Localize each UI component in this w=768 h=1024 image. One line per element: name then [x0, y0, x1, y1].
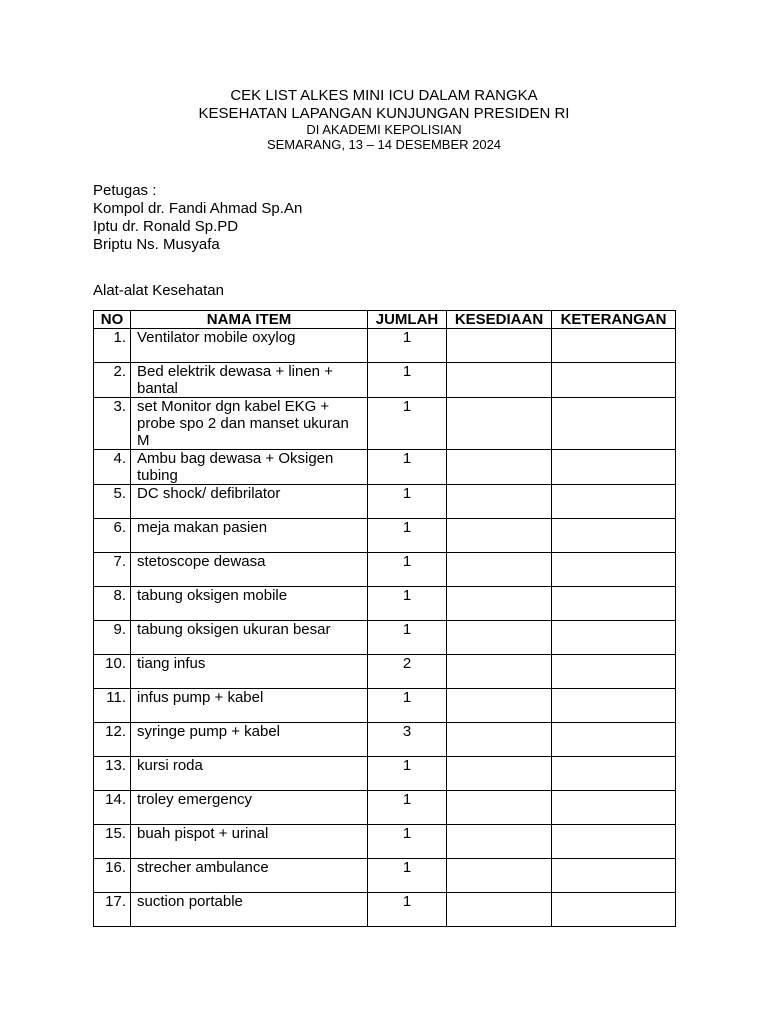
table-row: [94, 329, 676, 363]
row-number: 8.: [94, 587, 131, 621]
table-row: [94, 655, 676, 689]
row-number: 13.: [94, 757, 131, 791]
date-line: SEMARANG, 13 – 14 DESEMBER 2024: [266, 137, 502, 152]
row-notes: [552, 363, 676, 398]
row-quantity: 1: [368, 519, 447, 553]
header-notes: KETERANGAN: [552, 311, 676, 329]
row-item-name: tabung oksigen ukuran besar: [131, 621, 368, 655]
table-row: [94, 859, 676, 893]
row-quantity: 1: [368, 553, 447, 587]
table-row: [94, 450, 676, 485]
row-number: 5.: [94, 485, 131, 519]
row-availability: [447, 485, 552, 519]
row-quantity: 1: [368, 689, 447, 723]
row-availability: [447, 329, 552, 363]
table-row: [94, 485, 676, 519]
row-number: 17.: [94, 893, 131, 927]
row-notes: [552, 329, 676, 363]
row-notes: [552, 791, 676, 825]
row-notes: [552, 757, 676, 791]
row-number: 6.: [94, 519, 131, 553]
row-availability: [447, 398, 552, 450]
row-notes: [552, 485, 676, 519]
row-quantity: 1: [368, 329, 447, 363]
row-item-name: stetoscope dewasa: [131, 553, 368, 587]
row-quantity: 1: [368, 791, 447, 825]
row-item-name: set Monitor dgn kabel EKG + probe spo 2 dan manset ukuran M: [131, 398, 368, 450]
row-quantity: 1: [368, 363, 447, 398]
row-notes: [552, 723, 676, 757]
row-item-name: buah pispot + urinal: [131, 825, 368, 859]
header-item: NAMA ITEM: [131, 311, 368, 329]
staff-block: [93, 182, 302, 254]
equipment-table: [93, 310, 676, 927]
row-notes: [552, 450, 676, 485]
row-item-name: DC shock/ defibrilator: [131, 485, 368, 519]
row-number: 2.: [94, 363, 131, 398]
row-availability: [447, 655, 552, 689]
row-number: 7.: [94, 553, 131, 587]
table-row: [94, 791, 676, 825]
row-availability: [447, 363, 552, 398]
row-notes: [552, 655, 676, 689]
document-title: CEK LIST ALKES MINI ICU DALAM RANGKA: [230, 87, 538, 104]
table-row: [94, 825, 676, 859]
row-item-name: tabung oksigen mobile: [131, 587, 368, 621]
row-availability: [447, 723, 552, 757]
row-number: 14.: [94, 791, 131, 825]
row-availability: [447, 519, 552, 553]
row-item-name: meja makan pasien: [131, 519, 368, 553]
row-notes: [552, 587, 676, 621]
table-row: [94, 587, 676, 621]
row-notes: [552, 893, 676, 927]
row-availability: [447, 757, 552, 791]
row-number: 9.: [94, 621, 131, 655]
row-notes: [552, 553, 676, 587]
row-availability: [447, 553, 552, 587]
table-row: [94, 689, 676, 723]
staff-label: Petugas :: [93, 182, 157, 199]
row-availability: [447, 893, 552, 927]
row-item-name: tiang infus: [131, 655, 368, 689]
row-notes: [552, 519, 676, 553]
row-availability: [447, 791, 552, 825]
staff-member: Iptu dr. Ronald Sp.PD: [93, 218, 239, 235]
row-notes: [552, 398, 676, 450]
row-quantity: 1: [368, 398, 447, 450]
row-notes: [552, 825, 676, 859]
row-number: 12.: [94, 723, 131, 757]
row-quantity: 1: [368, 859, 447, 893]
row-notes: [552, 859, 676, 893]
row-item-name: Ventilator mobile oxylog: [131, 329, 368, 363]
location-line: DI AKADEMI KEPOLISIAN: [306, 122, 462, 137]
row-quantity: 1: [368, 450, 447, 485]
row-availability: [447, 859, 552, 893]
table-row: [94, 519, 676, 553]
row-quantity: 1: [368, 757, 447, 791]
header-no: NO: [94, 311, 131, 329]
table-row: [94, 553, 676, 587]
row-quantity: 1: [368, 621, 447, 655]
row-item-name: strecher ambulance: [131, 859, 368, 893]
row-availability: [447, 621, 552, 655]
row-number: 10.: [94, 655, 131, 689]
table-row: [94, 621, 676, 655]
staff-member: Kompol dr. Fandi Ahmad Sp.An: [93, 200, 303, 217]
header-availability: KESEDIAAN: [447, 311, 552, 329]
row-number: 15.: [94, 825, 131, 859]
row-quantity: 3: [368, 723, 447, 757]
row-quantity: 1: [368, 485, 447, 519]
row-availability: [447, 450, 552, 485]
row-quantity: 1: [368, 587, 447, 621]
row-availability: [447, 587, 552, 621]
table-header-row: [94, 311, 676, 329]
row-item-name: suction portable: [131, 893, 368, 927]
table-row: [94, 723, 676, 757]
row-availability: [447, 825, 552, 859]
document-subtitle: KESEHATAN LAPANGAN KUNJUNGAN PRESIDEN RI: [198, 105, 570, 122]
row-number: 3.: [94, 398, 131, 450]
staff-member: Briptu Ns. Musyafa: [93, 236, 220, 253]
row-item-name: kursi roda: [131, 757, 368, 791]
row-number: 4.: [94, 450, 131, 485]
row-number: 16.: [94, 859, 131, 893]
row-quantity: 2: [368, 655, 447, 689]
row-notes: [552, 689, 676, 723]
row-item-name: Bed elektrik dewasa + linen + bantal: [131, 363, 368, 398]
row-item-name: syringe pump + kabel: [131, 723, 368, 757]
row-item-name: troley emergency: [131, 791, 368, 825]
row-availability: [447, 689, 552, 723]
table-row: [94, 363, 676, 398]
row-quantity: 1: [368, 825, 447, 859]
section-title: Alat-alat Kesehatan: [93, 282, 224, 299]
table-row: [94, 757, 676, 791]
row-notes: [552, 621, 676, 655]
row-item-name: infus pump + kabel: [131, 689, 368, 723]
row-number: 1.: [94, 329, 131, 363]
table-row: [94, 893, 676, 927]
row-number: 11.: [94, 689, 131, 723]
row-item-name: Ambu bag dewasa + Oksigen tubing: [131, 450, 368, 485]
row-quantity: 1: [368, 893, 447, 927]
table-row: [94, 398, 676, 450]
header-qty: JUMLAH: [368, 311, 447, 329]
